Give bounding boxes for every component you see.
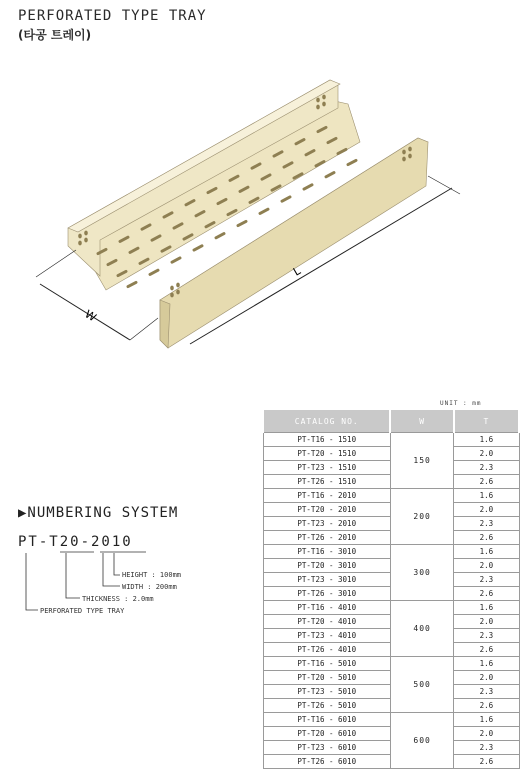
- width-cell: 600: [390, 713, 453, 769]
- catalog-cell: PT-T20 - 2010: [263, 503, 390, 517]
- thickness-cell: 1.6: [454, 489, 519, 503]
- wall-hole: [78, 234, 82, 239]
- floor-slot: [236, 219, 248, 227]
- catalog-cell: PT-T26 - 4010: [263, 643, 390, 657]
- width-cell: 150: [390, 433, 453, 489]
- width-cell: 500: [390, 657, 453, 713]
- catalog-cell: PT-T23 - 6010: [263, 741, 390, 755]
- tray-floor: [76, 100, 360, 290]
- table-row: [263, 713, 519, 727]
- header-catalog: CATALOG NO.: [263, 410, 390, 433]
- header-t: T: [454, 410, 519, 433]
- thickness-cell: 2.6: [454, 643, 519, 657]
- thickness-cell: 2.0: [454, 727, 519, 741]
- page-subtitle: (타공 트레이): [18, 28, 92, 42]
- wall-hole: [322, 102, 326, 107]
- catalog-cell: PT-T20 - 1510: [263, 447, 390, 461]
- table-header-row: [263, 410, 519, 433]
- table-row: [263, 601, 519, 615]
- width-cell: 200: [390, 489, 453, 545]
- width-cell: 300: [390, 545, 453, 601]
- wall-hole: [84, 231, 88, 236]
- wall-hole: [170, 286, 174, 291]
- catalog-cell: PT-T26 - 6010: [263, 755, 390, 769]
- thickness-cell: 2.6: [454, 699, 519, 713]
- wall-hole: [316, 98, 320, 103]
- floor-slot: [258, 207, 270, 215]
- thickness-cell: 2.3: [454, 685, 519, 699]
- thickness-cell: 1.6: [454, 657, 519, 671]
- catalog-cell: PT-T20 - 4010: [263, 615, 390, 629]
- catalog-cell: PT-T23 - 4010: [263, 629, 390, 643]
- thickness-cell: 1.6: [454, 433, 519, 447]
- w-extension-right: [130, 318, 158, 340]
- catalog-cell: PT-T16 - 6010: [263, 713, 390, 727]
- wall-hole: [322, 95, 326, 100]
- table-row: [263, 657, 519, 671]
- catalog-cell: PT-T20 - 5010: [263, 671, 390, 685]
- catalog-cell: PT-T26 - 5010: [263, 699, 390, 713]
- numbering-height: HEIGHT : 100mm: [122, 571, 182, 579]
- thickness-cell: 2.6: [454, 475, 519, 489]
- wall-hole: [408, 154, 412, 159]
- w-dimension-label: W: [82, 307, 99, 325]
- numbering-thickness: THICKNESS : 2.0mm: [82, 595, 154, 603]
- numbering-code: PT-T20-2010: [18, 534, 133, 550]
- catalog-cell: PT-T23 - 5010: [263, 685, 390, 699]
- page-title: PERFORATED TYPE TRAY: [18, 8, 207, 24]
- floor-slot: [346, 158, 358, 166]
- thickness-cell: 2.0: [454, 671, 519, 685]
- thickness-cell: 2.0: [454, 503, 519, 517]
- thickness-cell: 2.3: [454, 573, 519, 587]
- wall-hole: [84, 238, 88, 243]
- w-dimension-line: [40, 284, 130, 340]
- wall-hole: [170, 293, 174, 298]
- width-cell: 400: [390, 601, 453, 657]
- table-row: [263, 433, 519, 447]
- wall-hole: [316, 105, 320, 110]
- wall-hole: [402, 157, 406, 162]
- catalog-cell: PT-T23 - 3010: [263, 573, 390, 587]
- wall-hole: [176, 290, 180, 295]
- catalog-table-body: [263, 433, 519, 769]
- numbering-type: PERFORATED TYPE TRAY: [40, 607, 125, 615]
- thickness-cell: 2.3: [454, 461, 519, 475]
- catalog-cell: PT-T16 - 4010: [263, 601, 390, 615]
- catalog-cell: PT-T26 - 3010: [263, 587, 390, 601]
- wall-hole: [402, 150, 406, 155]
- thickness-cell: 2.6: [454, 587, 519, 601]
- wall-hole: [408, 147, 412, 152]
- catalog-cell: PT-T16 - 5010: [263, 657, 390, 671]
- thickness-cell: 2.6: [454, 755, 519, 769]
- l-dimension-label: L: [291, 264, 303, 279]
- catalog-cell: PT-T26 - 2010: [263, 531, 390, 545]
- floor-slot: [170, 256, 182, 264]
- numbering-title: ▶NUMBERING SYSTEM: [18, 505, 179, 521]
- catalog-cell: PT-T26 - 1510: [263, 475, 390, 489]
- catalog-cell: PT-T23 - 2010: [263, 517, 390, 531]
- catalog-cell: PT-T16 - 2010: [263, 489, 390, 503]
- table-row: [263, 545, 519, 559]
- thickness-cell: 1.6: [454, 601, 519, 615]
- thickness-cell: 2.6: [454, 531, 519, 545]
- w-extension-left: [36, 250, 76, 277]
- tray-end-face: [160, 300, 170, 348]
- floor-slot: [324, 171, 336, 179]
- floor-slot: [280, 195, 292, 203]
- thickness-cell: 1.6: [454, 545, 519, 559]
- catalog-table: [262, 410, 520, 769]
- catalog-cell: PT-T20 - 3010: [263, 559, 390, 573]
- floor-slot: [148, 268, 160, 276]
- catalog-cell: PT-T20 - 6010: [263, 727, 390, 741]
- thickness-cell: 2.0: [454, 615, 519, 629]
- tray-drawing: [0, 0, 531, 380]
- wall-hole: [176, 283, 180, 288]
- thickness-cell: 2.0: [454, 447, 519, 461]
- table-row: [263, 489, 519, 503]
- thickness-cell: 2.3: [454, 517, 519, 531]
- thickness-cell: 2.0: [454, 559, 519, 573]
- l-extension-right: [428, 176, 460, 194]
- thickness-cell: 1.6: [454, 713, 519, 727]
- floor-slot: [214, 232, 226, 240]
- floor-slot: [192, 244, 204, 252]
- wall-hole: [78, 241, 82, 246]
- catalog-cell: PT-T23 - 1510: [263, 461, 390, 475]
- numbering-width: WIDTH : 200mm: [122, 583, 177, 591]
- catalog-cell: PT-T16 - 1510: [263, 433, 390, 447]
- thickness-cell: 2.3: [454, 629, 519, 643]
- header-w: W: [390, 410, 453, 433]
- unit-label: UNIT : mm: [440, 400, 482, 407]
- thickness-cell: 2.3: [454, 741, 519, 755]
- floor-slot: [126, 280, 138, 288]
- catalog-cell: PT-T16 - 3010: [263, 545, 390, 559]
- floor-slot: [302, 183, 314, 191]
